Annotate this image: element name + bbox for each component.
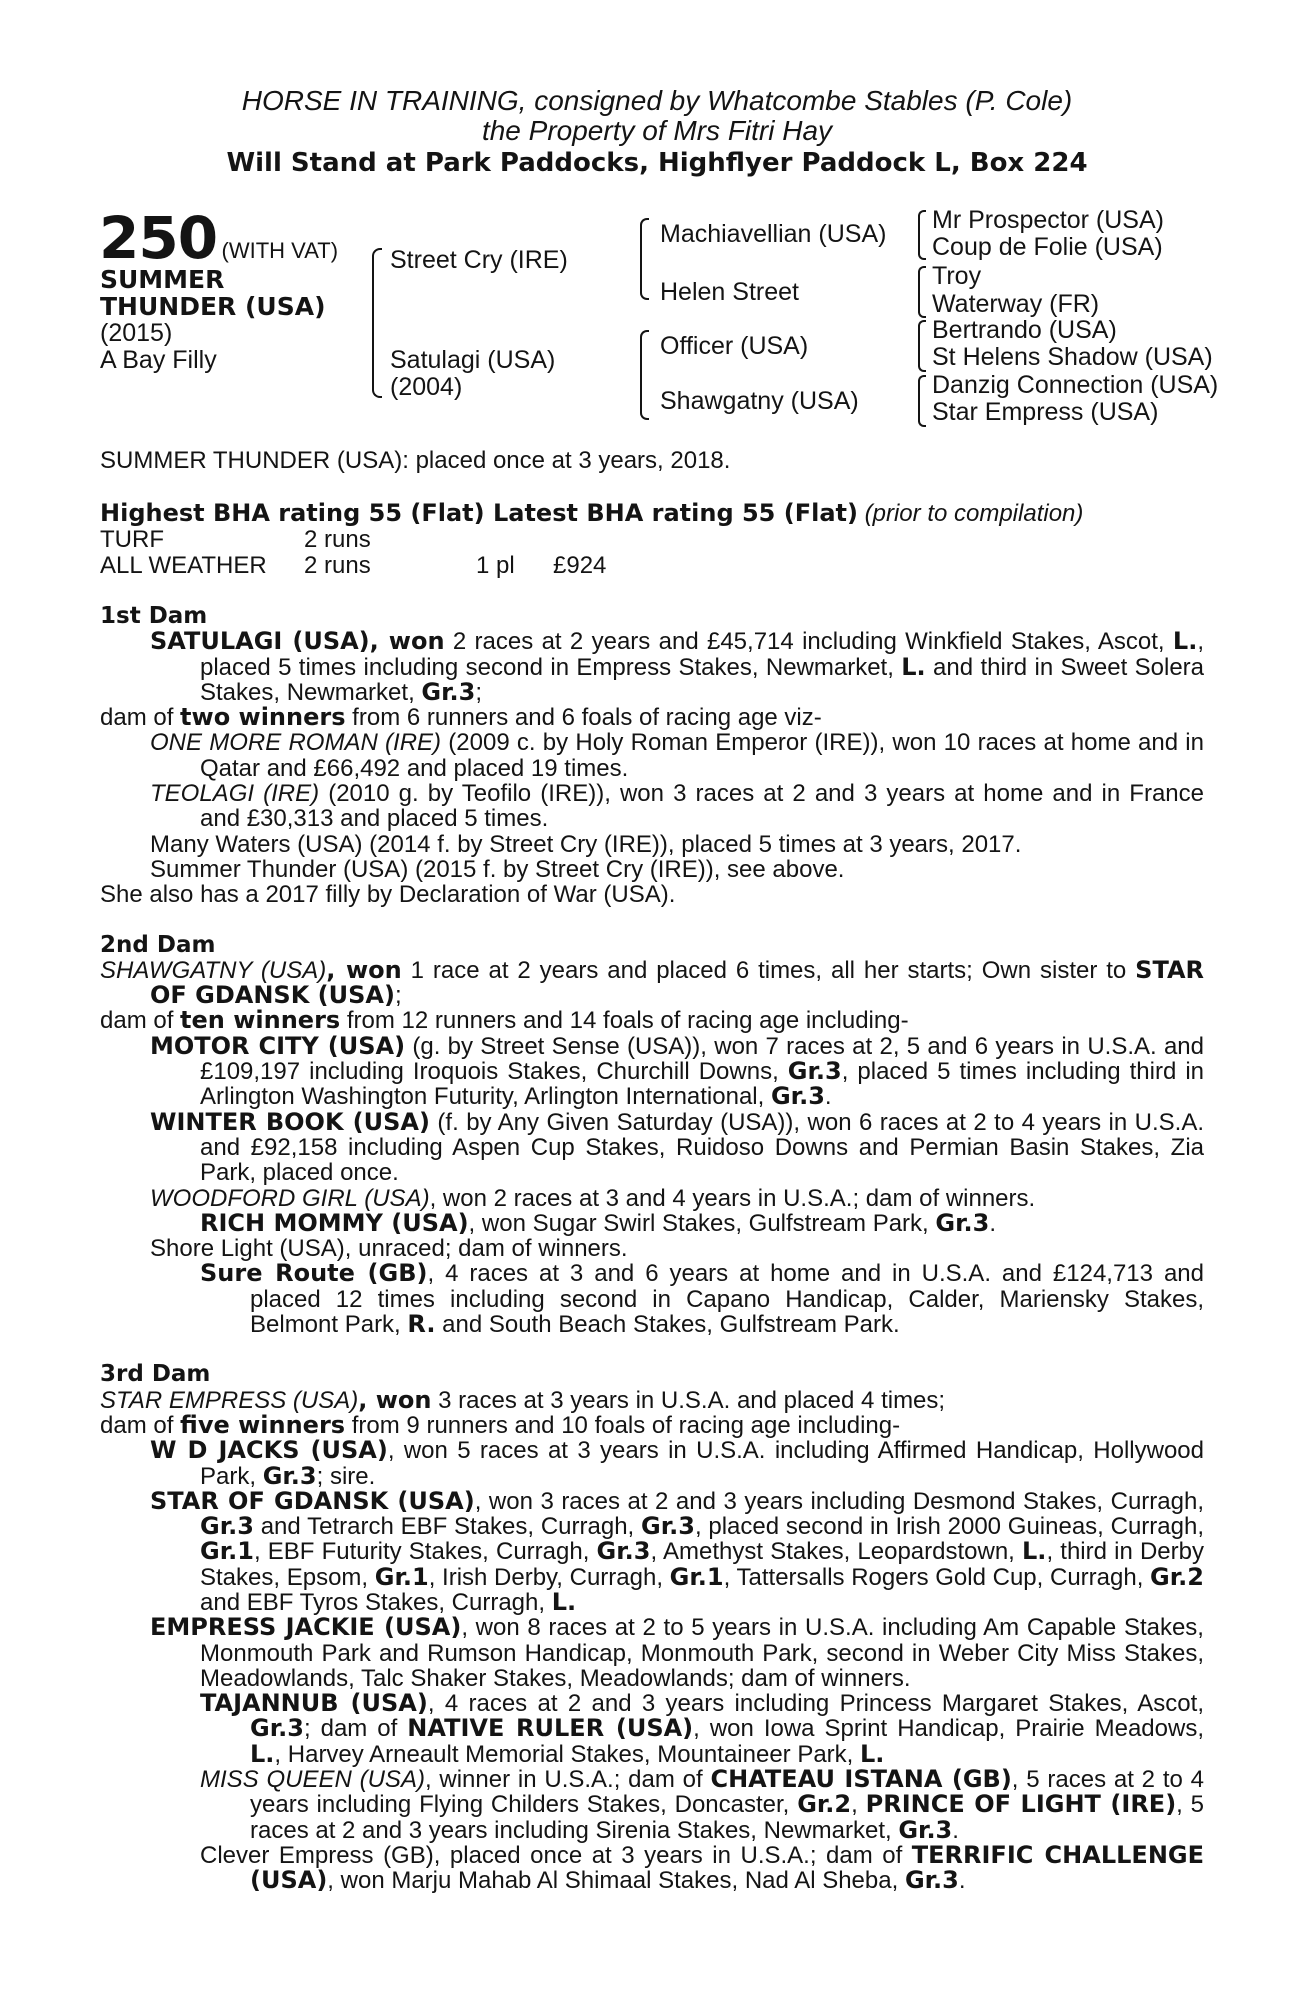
dam-record [100, 604, 1204, 1894]
pedigree-brace-2b [640, 330, 649, 420]
produce-miss-queen: MISS QUEEN (USA), winner in U.S.A.; dam of CHATEAU ISTANA (GB), 5 races at 2 to 4 years including Flying Childers Stakes, Doncaster, Gr.2, PRINCE OF LIGHT (IRE), 5 races at 2 and 3 years including Sirenia Stakes, Newmarket, Gr.3. [200, 1765, 1205, 1844]
produce-winter-book: WINTER BOOK (USA) (f. by Any Given Saturday (USA)), won 6 races at 2 to 4 years in U.S.A. and £92,158 including Aspen Cup Stakes, Ruidoso Downs and Permian Basin Stakes, Zia Park, placed once. [150, 1107, 1204, 1187]
third-dam-produce-summary: dam of five winners from 9 runners and 10 foals of racing age including- [100, 1410, 901, 1439]
aw-runs: 2 runs [304, 552, 371, 579]
grand-sire-2: Troy [932, 262, 982, 290]
dam-dam: Shawgatny (USA) [660, 387, 859, 415]
produce-rich-mommy: RICH MOMMY (USA), won Sugar Swirl Stakes, Gulfstream Park, Gr.3. [200, 1208, 996, 1237]
sire-name: Street Cry (IRE) [390, 246, 568, 274]
stabling-line: Will Stand at Park Paddocks, Highflyer Paddock L, Box 224 [226, 148, 1088, 178]
pedigree-brace-1 [372, 248, 382, 398]
foaling-year: (2015) [100, 319, 173, 347]
aw-placed: 1 pl [476, 552, 515, 579]
produce-empress-jackie: EMPRESS JACKIE (USA), won 8 races at 2 to 5 years in U.S.A. including Am Capable Stakes, Monmouth Park and Rumson Handicap, Monmouth Park, second in Weber City Miss Stakes, Meadowlands, Talc Shaker Stakes, Meadowlands; dam of winners. [150, 1613, 1204, 1692]
horse-name-line1: SUMMER [100, 265, 225, 294]
turf-runs: 2 runs [304, 526, 371, 553]
pedigree-brace-3d [918, 375, 926, 427]
grand-sire-3: Bertrando (USA) [932, 316, 1117, 344]
second-dam-record: SHAWGATNY (USA), won 1 race at 2 years and placed 6 times, all her starts; Own sister to STAR OF GDANSK (USA); [100, 955, 1205, 1010]
first-dam-record: SATULAGI (USA), won 2 races at 2 years and £45,714 including Winkfield Stakes, Ascot, L., placed 5 times including second in Empress Stakes, Newmarket, L. and third in Sweet Solera Stakes, Newmarket, Gr.3; [150, 627, 1205, 706]
sire-dam: Helen Street [660, 278, 799, 306]
grand-sire-1: Mr Prospector (USA) [932, 206, 1164, 234]
third-dam-heading: 3rd Dam [100, 1361, 211, 1388]
aw-prize: £924 [553, 552, 607, 579]
produce-clever-empress: Clever Empress (GB), placed once at 3 years in U.S.A.; dam of TERRIFIC CHALLENGE (USA), won Marju Mahab Al Shimaal Stakes, Nad Al Sheba, Gr.3. [200, 1840, 1204, 1895]
produce-sure-route: Sure Route (GB), 4 races at 3 and 6 years at home and in U.S.A. and £124,713 and placed 12 times including second in Capano Handicap, Calder, Mariensky Stakes, Belmont Park, R. and South Beach Stakes, Gulfstream Park. [200, 1259, 1204, 1339]
grand-dam-3: St Helens Shadow (USA) [932, 343, 1213, 371]
horse-name-line2: THUNDER (USA) [100, 292, 326, 321]
pedigree-brace-3b [918, 266, 926, 318]
bha-rating-line [100, 500, 1083, 527]
horse-description: A Bay Filly [100, 346, 217, 374]
produce-2017-filly: She also has a 2017 filly by Declaration of War (USA). [100, 881, 676, 909]
grand-dam-2: Waterway (FR) [932, 290, 1100, 318]
dam-sire: Officer (USA) [660, 332, 809, 360]
bha-rating: Highest BHA rating 55 (Flat) Latest BHA rating 55 (Flat) [100, 499, 858, 527]
performance-summary: SUMMER THUNDER (USA): placed once at 3 years, 2018. [100, 447, 731, 474]
consignment-line: HORSE IN TRAINING, consigned by Whatcombe Stables (P. Cole) [241, 85, 1073, 116]
produce-motor-city: MOTOR CITY (USA) (g. by Street Sense (USA)), won 7 races at 2, 5 and 6 years in U.S.A. and £109,197 including Iroquois Stakes, Churchill Downs, Gr.3, placed 5 times including third in Arlington Washington Futurity, Arlington International, Gr.3. [150, 1031, 1204, 1111]
produce-tajannub: TAJANNUB (USA), 4 races at 2 and 3 years including Princess Margaret Stakes, Ascot, Gr.3; dam of NATIVE RULER (USA), won Iowa Sprint Handicap, Prairie Meadows, L., Harvey Arneault Memorial Stakes, Mountaineer Park, L. [200, 1689, 1205, 1768]
aw-label: ALL WEATHER [100, 552, 267, 579]
lot-number-block [99, 204, 339, 272]
property-line: the Property of Mrs Fitri Hay [481, 115, 833, 146]
third-dam-record: STAR EMPRESS (USA), won 3 races at 3 years in U.S.A. and placed 4 times; [100, 1385, 946, 1414]
produce-teolagi: TEOLAGI (IRE) (2010 g. by Teofilo (IRE)), won 3 races at 2 and 3 years at home and in France and £30,313 and placed 5 times. [150, 780, 1204, 833]
dam-year: (2004) [390, 373, 463, 401]
lot-number: 250 [99, 204, 218, 272]
rating-note: (prior to compilation) [864, 500, 1084, 527]
produce-summer-thunder: Summer Thunder (USA) (2015 f. by Street Cry (IRE)), see above. [150, 855, 845, 883]
dam-name: Satulagi (USA) [390, 346, 556, 374]
produce-woodford-girl: WOODFORD GIRL (USA), won 2 races at 3 and 4 years in U.S.A.; dam of winners. [150, 1184, 1036, 1212]
vat-note: (WITH VAT) [221, 238, 339, 263]
pedigree-brace-3c [918, 320, 926, 372]
second-dam-heading: 2nd Dam [100, 931, 216, 958]
produce-many-waters: Many Waters (USA) (2014 f. by Street Cry (IRE)), placed 5 times at 3 years, 2017. [150, 830, 1022, 858]
second-dam-produce-summary: dam of ten winners from 12 runners and 14 foals of racing age including- [100, 1006, 909, 1035]
grand-dam-4: Star Empress (USA) [932, 398, 1159, 426]
produce-w-d-jacks: W D JACKS (USA), won 5 races at 3 years in U.S.A. including Affirmed Handicap, Hollywood Park, Gr.3; sire. [150, 1436, 1204, 1490]
grand-sire-4: Danzig Connection (USA) [932, 371, 1219, 399]
pedigree-brace-2a [640, 218, 649, 300]
produce-one-more-roman: ONE MORE ROMAN (IRE) (2009 c. by Holy Roman Emperor (IRE)), won 10 races at home and in Qatar and £66,492 and placed 19 times. [150, 729, 1204, 782]
pedigree-brace-3a [918, 210, 926, 260]
sire-sire: Machiavellian (USA) [660, 220, 887, 248]
produce-star-of-gdansk: STAR OF GDANSK (USA), won 3 races at 2 and 3 years including Desmond Stakes, Curragh, Gr.3 and Tetrarch EBF Stakes, Curragh, Gr.3, placed second in Irish 2000 Guineas, Curragh, Gr.1, EBF Futurity Stakes, Curragh, Gr.3, Amethyst Stakes, Leopardstown, L., third in Derby Stakes, Epsom, Gr.1, Irish Derby, Curragh, Gr.1, Tattersalls Rogers Gold Cup, Curragh, Gr.2 and EBF Tyros Stakes, Curragh, L. [150, 1486, 1204, 1616]
grand-dam-1: Coup de Folie (USA) [932, 233, 1163, 261]
first-dam-produce-summary: dam of two winners from 6 runners and 6 foals of racing age viz- [100, 703, 822, 732]
turf-label: TURF [100, 526, 164, 553]
first-dam-heading: 1st Dam [100, 603, 208, 629]
produce-shore-light: Shore Light (USA), unraced; dam of winners. [150, 1235, 628, 1263]
